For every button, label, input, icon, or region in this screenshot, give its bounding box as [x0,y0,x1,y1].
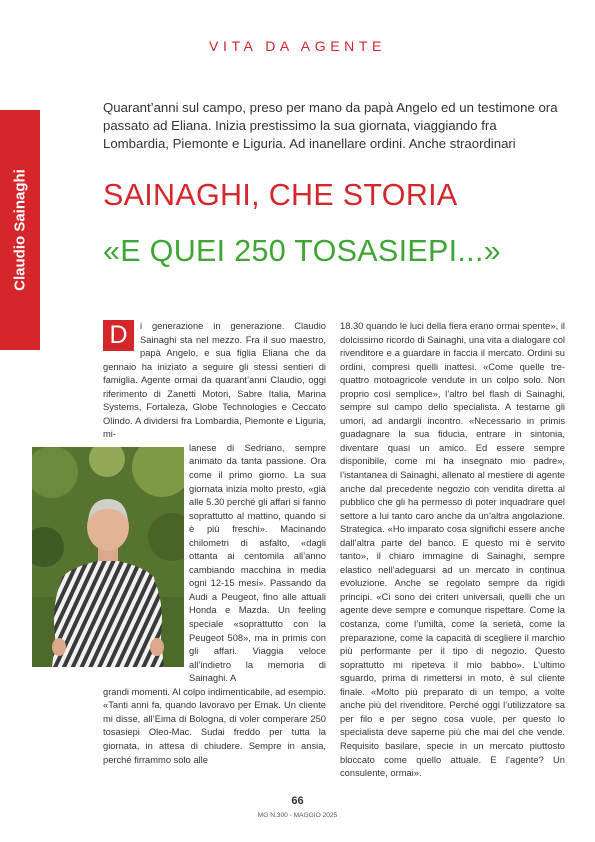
article-column-2 [340,320,565,781]
intro-standfirst: Quarant’anni sul campo, preso per mano da papà Angelo ed un testimone ora passato ad Eliana. Inizia prestissimo la sua giornata, viaggiando fra Lombardia, Piemonte e Liguria. Ad inanellare ordini. Anche straordinari [103,100,558,151]
headline-line-1: SAINAGHI, CHE STORIA [103,178,458,212]
portrait-photo [32,447,184,667]
article-paragraph: grandi momenti. Al colpo indimenticabile, ad esempio. «Tanti anni fa, quando lavoravo per Emak. Un cliente mi disse, all’Eima di Bologna, di voler comperare 250 tosasiepi Oleo-Mac. Sudai freddo per tutta la giornata, in attesa di chiudere. Sempre in ansia, perché firrammo solo alle [103,686,326,765]
section-label: VITA DA AGENTE [209,38,386,54]
portrait-illustration [32,447,184,667]
article-paragraph-wrap: lanese di Sedriano, sempre animato da tanta passione. Ora come il primo giorno. La sua giornata inizia molto presto, «già alle 5.30 perché gli affari si fanno soprattutto al mattino, quando si è più freschi». Macinando chilometri di asfalto, «dagli ottanta ai centomila all’anno cambiando macchina in media ogni 12-15 mesi». Passando da Audi a Peugeot, fino alle attuali Honda e Mazda. Un feeling speciale «soprattutto con la Peugeot 508», ma in primis con gli affari. Viaggia veloce all’indietro la memoria di Sainaghi. A [189,442,326,684]
side-tab-label: Claudio Sainaghi [11,169,29,291]
issue-line: MG N.300 - MAGGIO 2025 [257,812,338,819]
article-paragraph: i generazione in generazione. Claudio Sainaghi sta nel mezzo. Fra il suo maestro, papà Angelo, e sua figlia Eliana che da gennaio ha iniziato a seguire gli stessi sentieri di famiglia. Agente ormai da quarant’anni Claudio, oggi riferimento di Zanetti Motori, Sabre Italia, Marina Systems, Fortaleza, Globe Technologies e Ceccato Olindo. A dividersi fra Lombardia, Piemonte e Liguria, mi- [103,321,326,440]
drop-cap: D [103,320,134,351]
article-paragraph: 18.30 quando le luci della fiera erano ormai spente», il dolcissimo ricordo di Sainaghi, una vita a dialogare col rivenditore e a guardare in faccia il mercato. Ordini su ordini, compresi quelli inattesi. «Come quelle tre-quattro motoagricole vendute in un colpo solo. Non proprio così semplice», l’altro bel flash di Sainaghi, sempre sul campo dello specialista. A testarne gli umori, ad andargli incontro. «Necessario in primis guadagnare la sua fiducia, entrare in sintonia, diventare quasi un amico. Ed essere sempre disponibile, come mi ha insegnato mio padre», l’istantanea di Sainaghi, allenato al mestiere di agente anche dal precedente negozio con vendita diretta al pubblico che gli ha permesso di poter inquadrare quel settore a lui tanto caro anche da un’altra angolazione. Strategica. «Ho imparato cosa significhi essere anche dall’altra parte del banco. E questo mi è servito tanto», il chiaro immagine di Sainaghi, sempre elastico nell’adeguarsi ad un mercato in continua evoluzione. Anche se regolato sempre da rigidi principi. «Ci sono dei criteri universali, quelli che un agente deve sempre e comunque rispettare. Come la costanza, come l’umiltà, come la serietà, come la preparazione, come la capacità di scegliere il marchio più performante per il tipo di negozio. Questo soprattutto mi ripeteva il mio babbo». L’ultimo sguardo, prima di rimettersi in moto, è sul cliente finale. «Molto più preparato di un tempo, a volte anche più del rivenditore. Perché oggi l’utilizzatore sa per filo e per segno cosa vuole, per questo lo specialista deve saperne più che mai del che vende. Requisito basilare, specie in un mercato piuttosto bloccato come quello attuale. E l’agente? Un consulente, ormai». [340,321,565,779]
page-number: 66 [291,795,304,807]
side-tab [0,110,40,350]
headline-line-2: «E QUEI 250 TOSASIEPI...» [103,234,501,268]
